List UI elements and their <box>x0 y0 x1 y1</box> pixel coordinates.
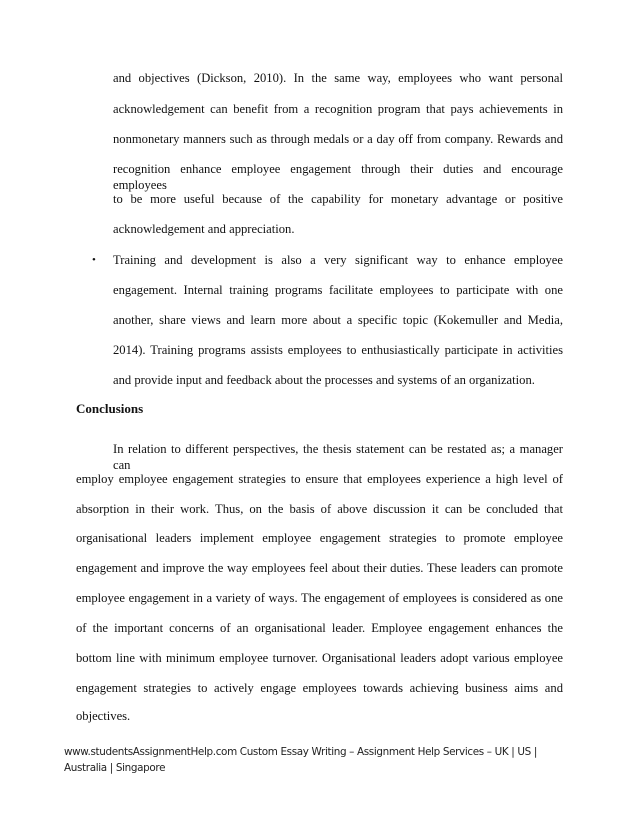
bullet-line-5: and provide input and feedback about the processes and systems of an organization. <box>113 373 535 387</box>
bullet-icon: • <box>92 254 96 266</box>
conclusion-line-6: employee engagement in a variety of ways. The engagement of employees is considered as one <box>76 591 563 605</box>
bullet-line-3: another, share views and learn more about a specific topic (Kokemuller and Media, <box>113 313 563 327</box>
conclusion-line-2: employ employee engagement strategies to ensure that employees experience a high level of <box>76 472 563 486</box>
conclusion-line-1: In relation to different perspectives, the thesis statement can be restated as; a manager can <box>113 442 563 472</box>
conclusion-line-8: bottom line with minimum employee turnover. Organisational leaders adopt various employee <box>76 651 563 665</box>
conclusion-line-10: objectives. <box>76 709 131 723</box>
para1-line-4: recognition enhance employee engagement through their duties and encourage employees <box>113 162 563 192</box>
conclusion-line-7: of the important concerns of an organisational leader. Employee engagement enhances the <box>76 621 563 635</box>
conclusion-line-5: engagement and improve the way employees feel about their duties. These leaders can promote <box>76 561 563 575</box>
page-footer: www.studentsAssignmentHelp.com Custom Essay Writing – Assignment Help Services – UK | US | Australia | Singapore <box>64 746 537 774</box>
para1-line-6: acknowledgement and appreciation. <box>113 222 295 236</box>
bullet-line-2: engagement. Internal training programs facilitate employees to participate with one <box>113 283 563 297</box>
conclusion-line-3: absorption in their work. Thus, on the basis of above discussion it can be concluded that <box>76 502 563 516</box>
bullet-line-4: 2014). Training programs assists employees to enthusiastically participate in activities <box>113 343 563 357</box>
conclusions-heading: Conclusions <box>76 401 144 416</box>
conclusion-line-9: engagement strategies to actively engage employees towards achieving business aims and <box>76 681 563 695</box>
para1-line-2: acknowledgement can benefit from a recognition program that pays achievements in <box>113 102 563 116</box>
para1-line-3: nonmonetary manners such as through medals or a day off from company. Rewards and <box>113 132 563 146</box>
para1-line-1: and objectives (Dickson, 2010). In the same way, employees who want personal <box>113 71 563 85</box>
bullet-line-1: Training and development is also a very significant way to enhance employee <box>113 253 563 267</box>
conclusion-line-4: organisational leaders implement employee engagement strategies to promote employee <box>76 531 563 545</box>
para1-line-5: to be more useful because of the capability for monetary advantage or positive <box>113 192 563 206</box>
